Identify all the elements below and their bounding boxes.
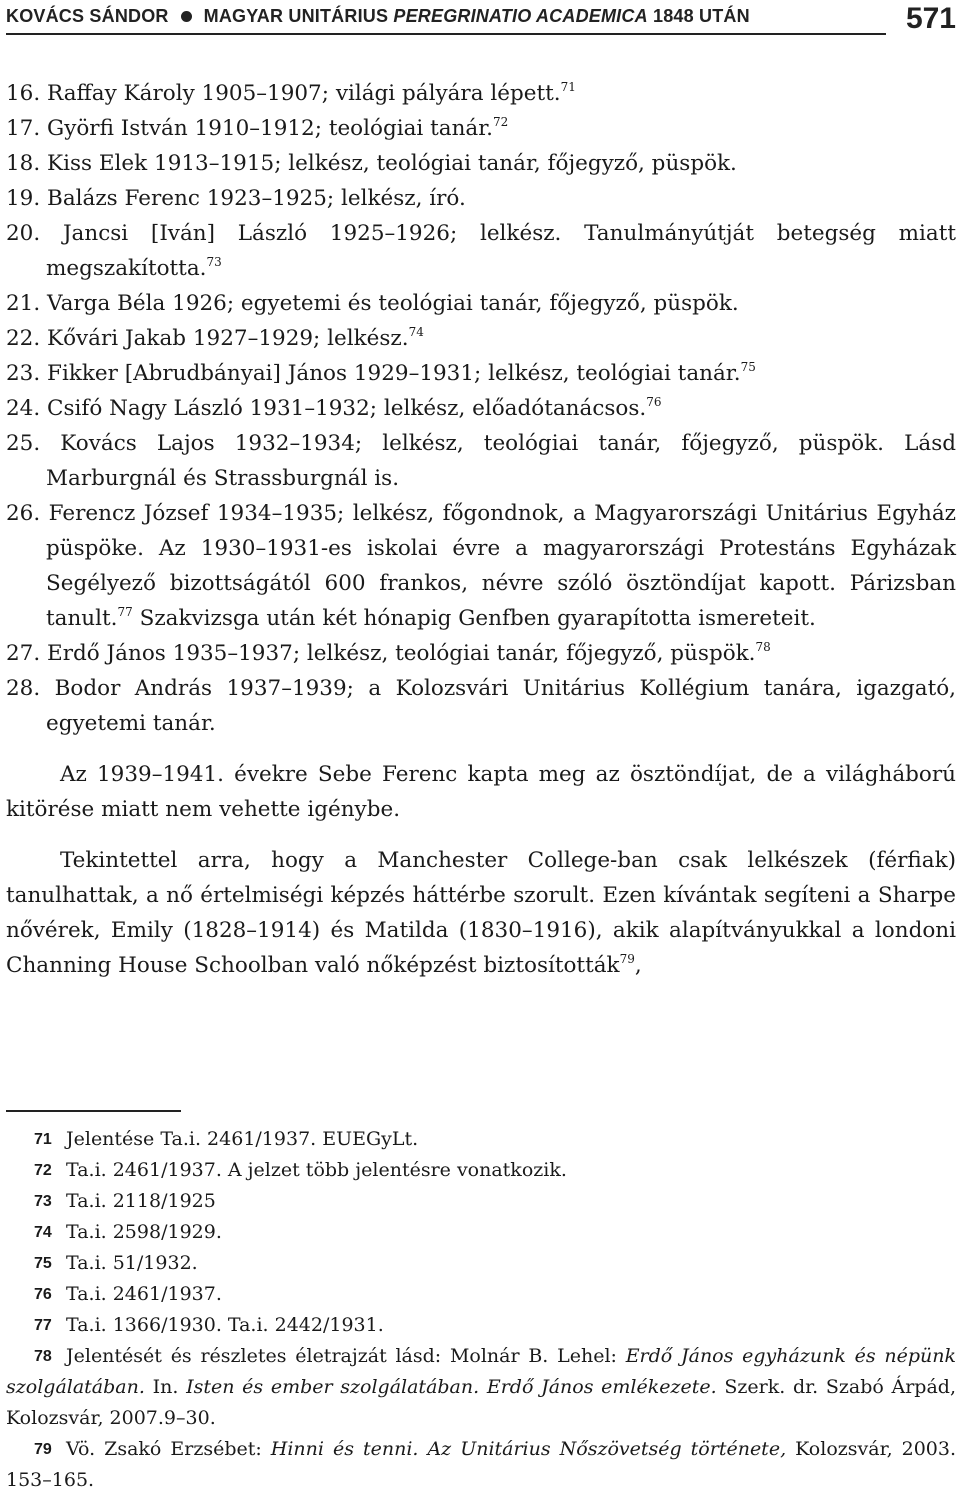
- body-text: [6, 76, 956, 983]
- footnote-ref[interactable]: 75: [740, 360, 756, 374]
- list-item: 16. Raffay Károly 1905–1907; világi pályára lépett.$^{71}$: [6, 80, 576, 106]
- footnote: 77 Ta.i. 1366/1930. Ta.i. 2442/1931.: [6, 1310, 956, 1341]
- list-item: 19. Balázs Ferenc 1923–1925; lelkész, író.: [6, 186, 466, 211]
- list-item: 26. Ferencz József 1934–1935; lelkész, főgondnok, a Magyarországi Unitárius Egyház püspöke. Az 1930–1931-es iskolai évre a magyarországi Protestáns Egyházak Segélyező bizottságától 600 frankos, névre szóló ösztöndíjat kapott. Párizsban tanult.$^{77}$ Szakvizsga után két hónapig Genfben gyarapította ismereteit.: [6, 501, 956, 631]
- footnote-ref[interactable]: 78: [755, 640, 771, 654]
- footnote-number: 77: [34, 1317, 52, 1334]
- list-item: 23. Fikker [Abrudbányai] János 1929–1931; lelkész, teológiai tanár.$^{75}$: [6, 360, 756, 386]
- header-rule: [6, 33, 886, 35]
- header-title-italic: PEREGRINATIO ACADEMICA: [393, 6, 648, 26]
- footnote: 72 Ta.i. 2461/1937. A jelzet több jelentésre vonatkozik.: [6, 1155, 956, 1186]
- footnote: 73 Ta.i. 2118/1925: [6, 1186, 956, 1217]
- footnote-rule: [6, 1110, 181, 1112]
- footnote-number: 78: [34, 1348, 52, 1365]
- footnote-number: 72: [34, 1162, 52, 1179]
- list-item: 17. Györfi István 1910–1912; teológiai tanár.$^{72}$: [6, 115, 509, 141]
- footnote-ref[interactable]: 74: [408, 325, 424, 339]
- footnote-number: 75: [34, 1255, 52, 1272]
- footnotes: [6, 1124, 956, 1496]
- list-item: 20. Jancsi [Iván] László 1925–1926; lelkész. Tanulmányútját betegség miatt megszakította.$^{73}$: [6, 221, 956, 281]
- running-header: [6, 2, 956, 40]
- list-item: 28. Bodor András 1937–1939; a Kolozsvári Unitárius Kollégium tanára, igazgató, egyetemi tanár.: [6, 676, 956, 736]
- document-page: [6, 0, 956, 1500]
- footnote-ref[interactable]: 76: [646, 395, 662, 409]
- list-item: 24. Csifó Nagy László 1931–1932; lelkész, előadótanácsos.$^{76}$: [6, 395, 662, 421]
- footnote-ref[interactable]: 79: [619, 952, 635, 966]
- footnote-ref[interactable]: 72: [492, 115, 509, 129]
- footnote-ref[interactable]: 73: [206, 255, 222, 269]
- footnote-number: 76: [34, 1286, 52, 1303]
- footnote-ref[interactable]: 71: [560, 80, 576, 94]
- footnote: 79 Vö. Zsakó Erzsébet: Hinni és tenni. Az Unitárius Nőszövetség története, Kolozsvár, 2003. 153–165.: [6, 1434, 956, 1496]
- footnote: 75 Ta.i. 51/1932.: [6, 1248, 956, 1279]
- header-author: KOVÁCS SÁNDOR: [6, 6, 169, 26]
- footnote-number: 79: [34, 1441, 52, 1458]
- footnote: 71 Jelentése Ta.i. 2461/1937. EUEGyLt.: [6, 1124, 956, 1155]
- footnote-number: 71: [34, 1131, 52, 1148]
- footnote: 76 Ta.i. 2461/1937.: [6, 1279, 956, 1310]
- list-item: 25. Kovács Lajos 1932–1934; lelkész, teológiai tanár, főjegyző, püspök. Lásd Marburgnál és Strassburgnál is.: [6, 431, 956, 491]
- footnote-number: 74: [34, 1224, 52, 1241]
- list-item: 21. Varga Béla 1926; egyetemi és teológiai tanár, főjegyző, püspök.: [6, 291, 739, 316]
- list-item: 22. Kővári Jakab 1927–1929; lelkész.$^{74}$: [6, 325, 424, 351]
- list-item: 27. Erdő János 1935–1937; lelkész, teológiai tanár, főjegyző, püspök.$^{78}$: [6, 640, 771, 666]
- paragraph: Az 1939–1941. évekre Sebe Ferenc kapta meg az ösztöndíjat, de a világháború kitörése miatt nem vehette igénybe.: [6, 762, 956, 822]
- header-title-after: 1848 UTÁN: [647, 6, 750, 26]
- footnote-ref[interactable]: 77: [117, 605, 133, 619]
- running-head: [6, 6, 750, 27]
- bullet-dot-icon: [181, 11, 192, 22]
- footnote-number: 73: [34, 1193, 52, 1210]
- paragraph: Tekintettel arra, hogy a Manchester College-ban csak lelkészek (férfiak) tanulhattak, a nő értelmiségi képzés háttérbe szorult. Ezen kívántak segíteni a Sharpe nővérek, Emily (1828–1914) és Matilda (1830–1916), akik alapítványukkal a londoni Channing House Schoolban való nőképzést biztosították$^{79}$,: [6, 848, 956, 978]
- list-item: 18. Kiss Elek 1913–1915; lelkész, teológiai tanár, főjegyző, püspök.: [6, 151, 737, 176]
- header-title-before: MAGYAR UNITÁRIUS: [203, 6, 394, 26]
- footnote: 78 Jelentését és részletes életrajzát lásd: Molnár B. Lehel: Erdő János egyházunk és népünk szolgálatában. In. Isten és ember szolgálatában. Erdő János emlékezete. Szerk. dr. Szabó Árpád, Kolozsvár, 2007.9–30.: [6, 1341, 956, 1434]
- page-number: 571: [905, 2, 956, 35]
- footnote: 74 Ta.i. 2598/1929.: [6, 1217, 956, 1248]
